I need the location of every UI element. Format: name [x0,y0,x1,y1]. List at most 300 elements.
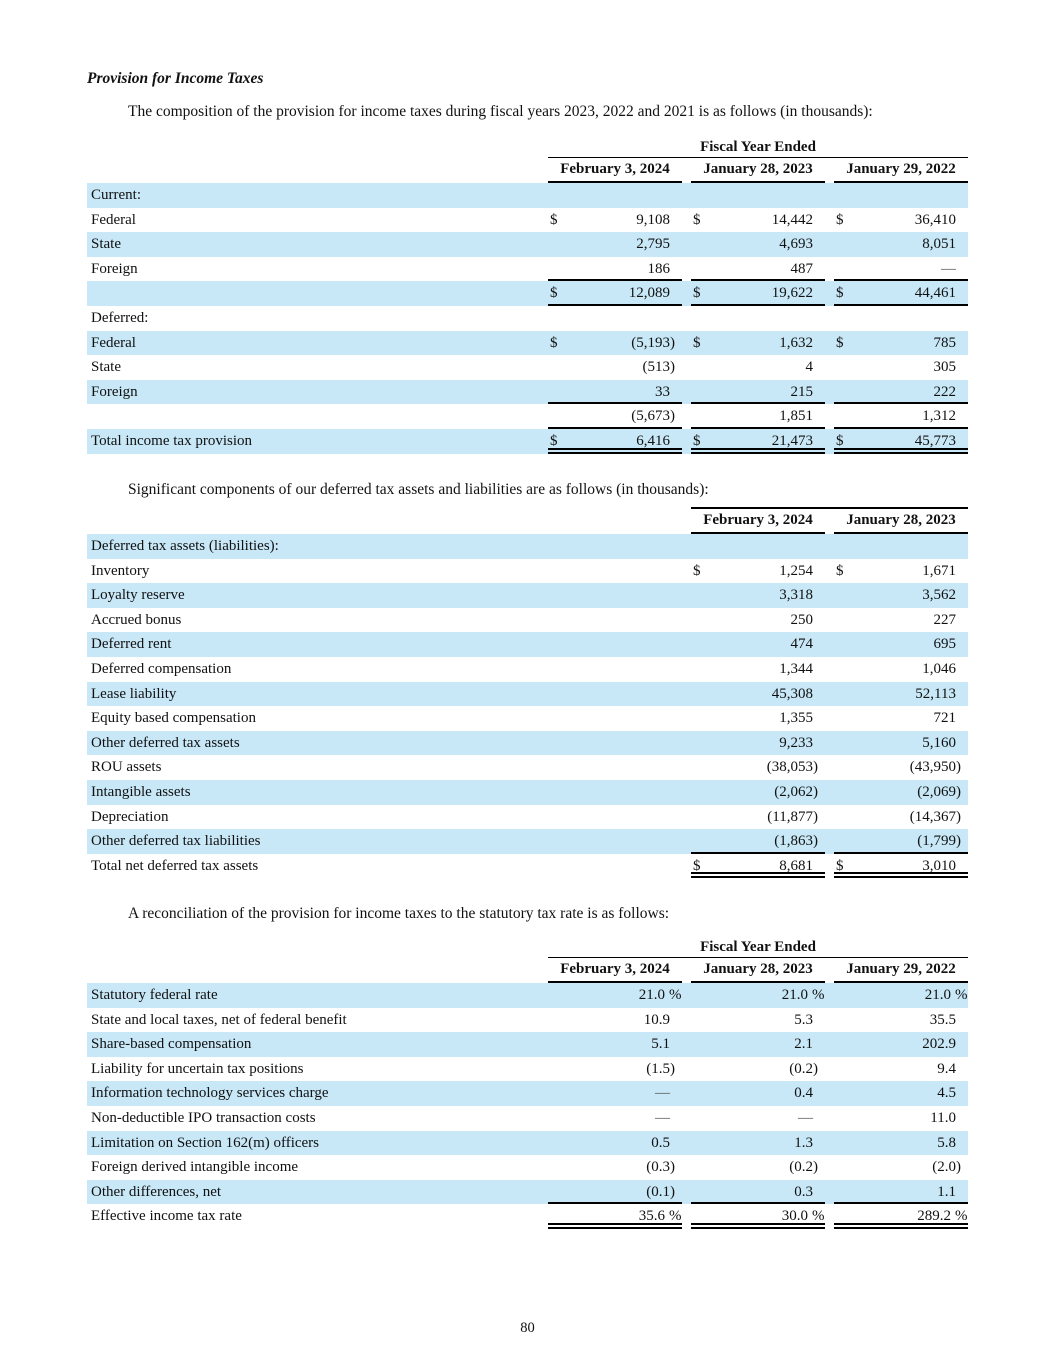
dollar-sign [691,632,708,657]
dollar-sign [691,682,708,707]
cell-suffix [670,208,682,233]
cell-value: 12,089 [628,285,670,302]
dollar-sign: $ [693,857,701,874]
table-row [87,755,968,780]
dollar-sign [691,257,708,280]
value-cell [691,983,825,1008]
value-cell [834,854,968,879]
column-header-row [87,158,968,183]
dollar-sign [691,183,708,208]
value-cell [691,208,825,233]
value-cell [548,1155,682,1180]
cell-value: 3,562 [922,587,956,604]
cell-value: 785 [933,334,956,351]
table-row [87,829,968,854]
column-spacer [682,306,691,331]
value-cell [691,657,825,682]
value-cell [834,355,968,380]
cell-suffix [813,404,825,427]
dollar-sign: $ [693,334,701,351]
cell-suffix [813,1106,825,1131]
cell-value: 35.5 [929,1011,956,1028]
cell-suffix: ) [956,808,961,825]
table-row [87,780,968,805]
cell-value: 250 [790,611,813,628]
value-cell [834,1081,968,1106]
value-cell [834,829,968,854]
dollar-sign [834,380,851,403]
column-spacer [682,404,691,429]
cell-suffix [956,404,968,427]
row-label: Foreign [91,383,138,400]
cell-suffix: ) [670,408,675,425]
cell-suffix [956,1131,968,1156]
row-label: Information technology services charge [91,1085,329,1102]
cell-value [851,183,956,208]
dollar-sign [691,829,708,852]
column-spacer [682,208,691,233]
table-header-band [87,137,968,158]
deferred-tax-components-table [87,507,968,878]
table-row [87,1057,968,1082]
cell-value: (513 [642,359,670,376]
cell-value: 1.3 [794,1134,813,1151]
column-spacer [825,559,834,584]
column-spacer [682,158,691,183]
cell-value: 4 [805,359,813,376]
cell-suffix [956,355,968,380]
column-spacer [682,232,691,257]
dollar-sign: $ [836,285,844,302]
value-cell [548,1081,682,1106]
cell-suffix [956,854,968,873]
dollar-sign [691,306,708,331]
cell-value: 2.1 [794,1036,813,1053]
cell-suffix [813,583,825,608]
column-header: January 29, 2022 [834,958,968,983]
dollar-sign [834,1008,851,1033]
table-row [87,257,968,282]
cell-suffix [670,1131,682,1156]
dollar-sign [691,404,708,427]
cell-suffix [956,608,968,633]
column-spacer [825,608,834,633]
cell-value: 2,795 [636,236,670,253]
value-cell [834,232,968,257]
row-label: Intangible assets [91,783,191,800]
cell-value: 1,355 [779,710,813,727]
value-cell [548,257,682,282]
cell-value: 21.0 [924,987,951,1003]
dollar-sign [548,1032,565,1057]
cell-suffix [813,1180,825,1203]
column-spacer [825,1180,834,1205]
cell-suffix [813,1131,825,1156]
cell-value: 21.0 [638,987,665,1003]
cell-suffix [813,331,825,356]
column-spacer [825,534,834,559]
dollar-sign [834,1155,851,1180]
value-cell [834,1008,968,1033]
page-number: 80 [520,1320,535,1336]
column-spacer [682,1032,691,1057]
dollar-sign [834,755,851,780]
cell-suffix [813,281,825,304]
row-label: Depreciation [91,808,169,825]
value-cell [691,534,825,559]
cell-suffix: ) [670,1159,675,1176]
cell-value: 21,473 [771,432,813,449]
cell-suffix [956,257,968,280]
table-row [87,657,968,682]
dollar-sign: $ [693,562,701,579]
cell-suffix [813,257,825,280]
cell-value: (5,673 [631,408,670,425]
row-label: Total net deferred tax assets [91,857,259,874]
row-label: Lease liability [91,685,177,702]
value-cell [548,331,682,356]
value-cell [834,380,968,405]
row-label: Federal [91,334,136,351]
value-cell [691,583,825,608]
column-spacer [825,1008,834,1033]
table-row [87,1155,968,1180]
cell-suffix [813,731,825,756]
table-row [87,731,968,756]
value-cell [691,829,825,854]
cell-value: 19,622 [771,285,813,302]
cell-value: 52,113 [915,685,956,702]
column-spacer [825,583,834,608]
column-spacer [682,1204,691,1229]
dollar-sign [834,306,851,331]
cell-value: (0.1 [646,1183,670,1200]
cell-suffix: ) [813,759,818,776]
table-row [87,1131,968,1156]
column-spacer [682,958,691,983]
cell-suffix [956,331,968,356]
cell-value: — [798,1109,813,1126]
cell-suffix [670,1106,682,1131]
cell-suffix [956,1057,968,1082]
cell-value: 5,160 [922,734,956,751]
dollar-sign [834,534,851,559]
table-row [87,1180,968,1205]
dollar-sign [691,1106,708,1131]
cell-suffix: ) [813,783,818,800]
cell-suffix [956,380,968,403]
cell-value: 8,051 [922,236,956,253]
intro-paragraph-provision: The composition of the provision for income taxes during fiscal years 2023, 2022 and 2021 is as follows (in thousands): [128,103,873,120]
column-spacer [825,1204,834,1229]
value-cell [834,208,968,233]
column-spacer [825,355,834,380]
value-cell [834,583,968,608]
column-spacer [825,306,834,331]
column-spacer [825,183,834,208]
cell-suffix: % [812,987,825,1003]
cell-suffix [813,380,825,403]
cell-value: 4.5 [937,1085,956,1102]
cell-value: (2.0 [932,1159,956,1176]
cell-suffix [956,1106,968,1131]
cell-value: 1,254 [779,562,813,579]
dollar-sign [691,534,708,559]
dollar-sign [548,1155,565,1180]
value-cell [691,331,825,356]
column-spacer [825,281,834,306]
cell-suffix: ) [670,1060,675,1077]
value-cell [691,1204,825,1229]
dollar-sign [548,232,565,257]
value-cell [834,805,968,830]
cell-value: 227 [933,611,956,628]
value-cell [691,608,825,633]
value-cell [834,632,968,657]
value-cell [834,608,968,633]
row-label: Non-deductible IPO transaction costs [91,1109,316,1126]
cell-value: 1,046 [922,660,956,677]
column-spacer [825,731,834,756]
cell-suffix: ) [813,1060,818,1077]
value-cell [548,355,682,380]
cell-value: (2,069 [917,783,956,800]
cell-suffix: ) [956,759,961,776]
cell-suffix: % [669,1208,682,1225]
cell-suffix: ) [670,359,675,376]
dollar-sign [691,1008,708,1033]
cell-value: (14,367 [909,808,956,825]
intro-paragraph-deferred: Significant components of our deferred tax assets and liabilities are as follows (in thousands): [128,481,709,498]
table-row [87,1032,968,1057]
cell-value: 8,681 [779,857,813,874]
dollar-sign [834,731,851,756]
dollar-sign [548,183,565,208]
cell-value [708,534,813,559]
cell-value: 1.1 [937,1183,956,1200]
row-label: Federal [91,211,136,228]
cell-value: 44,461 [914,285,956,302]
cell-value: 5.3 [794,1011,813,1028]
value-cell [691,1106,825,1131]
value-cell [691,1081,825,1106]
cell-suffix [956,1032,968,1057]
dollar-sign [691,1155,708,1180]
value-cell [548,183,682,208]
value-cell [691,731,825,756]
cell-value: 0.5 [651,1134,670,1151]
column-spacer [825,509,834,534]
cell-value: 9.4 [937,1060,956,1077]
column-header: February 3, 2024 [548,958,682,983]
table-row [87,1106,968,1131]
row-label [87,281,548,306]
value-cell [834,306,968,331]
column-spacer [825,1131,834,1156]
value-cell [691,1008,825,1033]
cell-suffix [813,534,825,559]
cell-value: 721 [933,710,956,727]
cell-value: 9,233 [779,734,813,751]
value-cell [691,682,825,707]
dollar-sign [834,232,851,257]
column-spacer [825,429,834,454]
dollar-sign [691,706,708,731]
table-row [87,608,968,633]
dollar-sign [548,355,565,380]
cell-value [851,534,956,559]
row-label: Other deferred tax liabilities [91,833,261,850]
cell-value: 487 [790,260,813,277]
table-row [87,559,968,584]
dollar-sign [691,1081,708,1106]
table-row [87,805,968,830]
dollar-sign [834,1131,851,1156]
cell-value: (38,053 [766,759,813,776]
cell-value: 0.4 [794,1085,813,1102]
dollar-sign [834,706,851,731]
table-row [87,1204,968,1229]
cell-suffix [956,1081,968,1106]
cell-value: 1,632 [779,334,813,351]
intro-paragraph-reconciliation: A reconciliation of the provision for income taxes to the statutory tax rate is as follows: [128,905,670,922]
page-title: Provision for Income Taxes [87,70,264,87]
row-label: Liability for uncertain tax positions [91,1060,304,1077]
cell-suffix [956,657,968,682]
table-row [87,583,968,608]
dollar-sign [834,1032,851,1057]
cell-suffix [813,232,825,257]
value-cell [834,1204,968,1229]
cell-suffix: ) [956,1159,961,1176]
value-cell [834,534,968,559]
dollar-sign: $ [836,334,844,351]
row-label: State and local taxes, net of federal benefit [91,1011,347,1028]
row-label: Foreign derived intangible income [91,1159,299,1176]
column-header: January 29, 2022 [834,158,968,183]
value-cell [834,1106,968,1131]
dollar-sign [691,355,708,380]
value-cell [834,404,968,429]
dollar-sign [834,608,851,633]
value-cell [834,682,968,707]
cell-value: — [655,1109,670,1126]
column-spacer [825,983,834,1008]
cell-value: 289.2 [917,1208,951,1225]
dollar-sign: $ [550,211,558,228]
row-label: Foreign [91,260,138,277]
table-row [87,534,968,559]
label-column-space [87,158,548,183]
cell-value: — [655,1085,670,1102]
table-row [87,380,968,405]
dollar-sign [834,404,851,427]
dollar-sign [834,632,851,657]
cell-suffix [813,559,825,584]
column-spacer [825,232,834,257]
value-cell [834,1131,968,1156]
cell-value: (1.5 [646,1060,670,1077]
dollar-sign [548,1180,565,1203]
cell-value: 9,108 [636,211,670,228]
cell-value: 474 [790,636,813,653]
cell-value: (2,062 [774,783,813,800]
row-label: Current: [91,187,141,203]
column-spacer [825,1032,834,1057]
cell-suffix [670,306,682,331]
column-header: January 28, 2023 [834,509,968,534]
row-label: Effective income tax rate [91,1208,242,1225]
cell-value: 5.1 [651,1036,670,1053]
cell-suffix [813,1081,825,1106]
cell-value: 10.9 [643,1011,670,1028]
dollar-sign [548,1106,565,1131]
column-spacer [682,1106,691,1131]
cell-suffix [956,183,968,208]
column-spacer [682,281,691,306]
cell-value: (0.2 [789,1159,813,1176]
span-header: Fiscal Year Ended [548,137,968,158]
cell-suffix [956,731,968,756]
cell-suffix: ) [813,1159,818,1176]
cell-suffix: ) [956,833,961,850]
value-cell [548,306,682,331]
dollar-sign [548,257,565,280]
cell-value: 215 [790,383,813,400]
row-label: Other deferred tax assets [91,734,240,751]
column-spacer [825,404,834,429]
column-spacer [825,158,834,183]
row-label [87,404,548,429]
dollar-sign [834,1204,851,1223]
cell-value: 4,693 [779,236,813,253]
column-spacer [825,208,834,233]
cell-suffix [670,183,682,208]
dollar-sign [548,1057,565,1082]
value-cell [691,1180,825,1205]
cell-suffix [956,706,968,731]
column-spacer [682,380,691,405]
value-cell [834,1057,968,1082]
column-spacer [825,1106,834,1131]
label-column-space [87,509,691,534]
cell-value: 1,312 [922,408,956,425]
cell-suffix [813,682,825,707]
dollar-sign [691,583,708,608]
value-cell [691,805,825,830]
value-cell [548,1032,682,1057]
row-label: State [91,236,121,253]
value-cell [691,232,825,257]
cell-suffix: ) [670,334,675,351]
row-label: Equity based compensation [91,710,256,727]
cell-value: 3,318 [779,587,813,604]
row-label: ROU assets [91,759,162,776]
cell-suffix [813,1032,825,1057]
column-header-row [87,958,968,983]
row-label: Deferred compensation [91,660,232,677]
label-column-space [87,937,548,958]
dollar-sign: $ [693,285,701,302]
cell-suffix [956,208,968,233]
value-cell [691,257,825,282]
dollar-sign [548,1081,565,1106]
dollar-sign [691,1131,708,1156]
column-header: February 3, 2024 [691,509,825,534]
row-label: State [91,359,121,376]
row-label: Statutory federal rate [91,987,218,1003]
table-row [87,983,968,1008]
